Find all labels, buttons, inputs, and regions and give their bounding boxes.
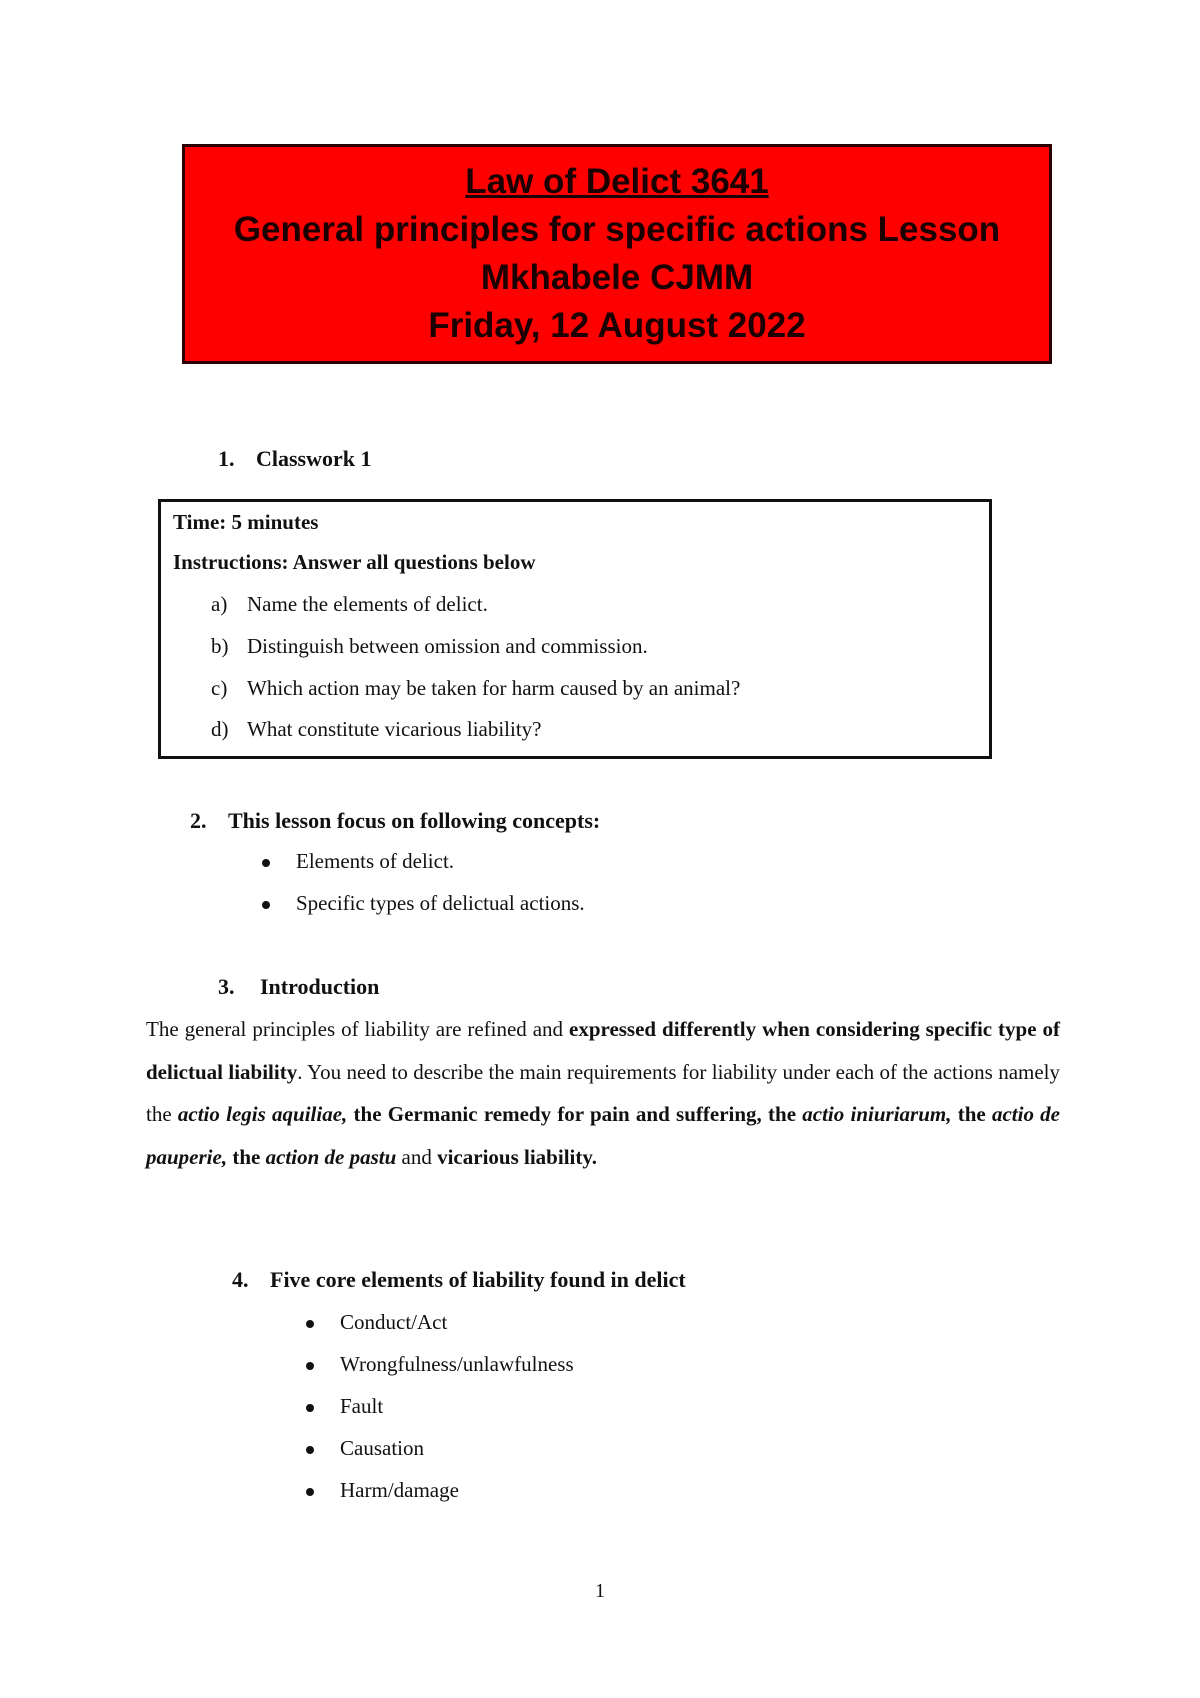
question-a: a) Name the elements of delict. bbox=[211, 592, 488, 616]
bullet-icon bbox=[306, 1488, 314, 1496]
bullet-icon bbox=[262, 859, 270, 867]
bullet-icon bbox=[306, 1404, 314, 1412]
classwork-box bbox=[158, 499, 992, 759]
title-banner bbox=[182, 144, 1052, 364]
question-b: b) Distinguish between omission and commission. bbox=[211, 634, 648, 658]
lesson-date: Friday, 12 August 2022 bbox=[428, 306, 806, 345]
lecturer-name: Mkhabele CJMM bbox=[480, 258, 754, 297]
classwork-instructions: Instructions: Answer all questions below bbox=[173, 550, 536, 574]
introduction-paragraph: The general principles of liability are refined and expressed differently when considering specific type of delictual liability. You need to describe the main requirements for liability under each of the actions namely the actio legis aquiliae, the Germanic remedy for pain and suffering, the actio iniuriarum, the actio de pauperie, the action de pastu and vicarious liability. bbox=[146, 1017, 1061, 1169]
section-heading-4: 4. Five core elements of liability found in delict bbox=[232, 1267, 686, 1292]
page-number: 1 bbox=[595, 1580, 605, 1602]
course-title: Law of Delict 3641 bbox=[465, 162, 769, 201]
bullet-icon bbox=[306, 1320, 314, 1328]
question-c: c) Which action may be taken for harm caused by an animal? bbox=[211, 676, 741, 700]
section-heading-2: 2. This lesson focus on following concepts: bbox=[190, 808, 601, 833]
document-page: Law of Delict 3641 General principles for specific actions Lesson Mkhabele CJMM Friday, 12 August 2022 1. Classwork 1 Time: 5 minutes Instructions: Answer all questions below a) Name the elements of delict. b) Distinguish between omission and commission. c) Which action may be taken for harm caused by an animal? d) What constitute vicarious liability? 2. This lesson focus on following concepts: Elements of delict. Specific types of delictual actions. 3. Introduction The general principles of liability are refined and expressed differently when considering specific type of delictual liability. You need to describe the main requirements for liability under each of the actions namely the actio legis aquiliae, the Germanic remedy for pain and suffering, the actio iniuriarum, the actio de pauperie, the action de pastu and vicarious liability. 4. Five core elements of liability found in delict Conduct/Act Wrongfulness/unlawfulness Fault Causation Harm/damage 1 bbox=[0, 0, 1200, 1698]
question-d: d) What constitute vicarious liability? bbox=[211, 717, 542, 741]
section-heading-3: 3. Introduction bbox=[218, 974, 380, 999]
section-heading-1: 1. Classwork 1 bbox=[218, 446, 372, 471]
classwork-time: Time: 5 minutes bbox=[173, 510, 319, 534]
bullet-icon bbox=[306, 1446, 314, 1454]
bullet-icon bbox=[262, 901, 270, 909]
bullet-icon bbox=[306, 1362, 314, 1370]
lesson-title: General principles for specific actions Lesson bbox=[233, 210, 1001, 249]
